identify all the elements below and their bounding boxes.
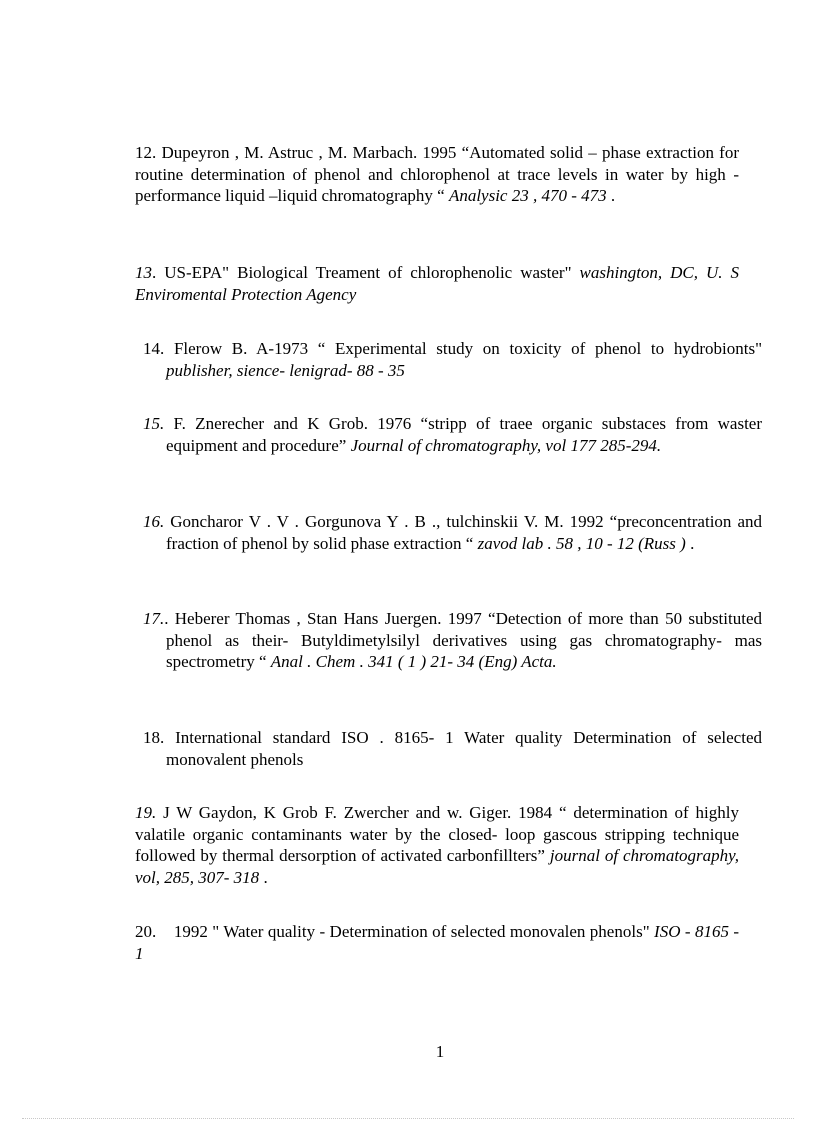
reference-19 xyxy=(135,802,739,888)
reference-text: Dupeyron , M. Astruc , M. Marbach. 1995 “Automated solid – phase extraction for routine determination of phenol and chlorophenol at trace levels in water by high - performance liquid –liquid chromatography “ xyxy=(135,143,740,205)
reference-text: F. Znerecher and K Grob. 1976 “stripp of traee organic substaces from waster equipment and procedure” xyxy=(166,414,763,455)
reference-number: 19. xyxy=(135,803,157,822)
reference-number: 14. xyxy=(143,339,165,358)
reference-lead: . xyxy=(164,609,169,628)
reference-source: Journal of chromatography, vol 177 285-294. xyxy=(350,435,662,455)
page-number: 1 xyxy=(435,1042,445,1061)
reference-tail: . xyxy=(263,867,268,887)
reference-20 xyxy=(135,921,739,964)
reference-source: ISO - 8165 - 1 xyxy=(135,922,740,963)
reference-text: Flerow B. A-1973 “ Experimental study on toxicity of phenol to hydrobionts" xyxy=(173,339,763,358)
reference-tail: . xyxy=(610,186,616,205)
reference-source: publisher, sience- lenigrad- 88 - 35 xyxy=(166,360,405,380)
reference-text: US-EPA" Biological Treament of chlorophenolic waster" xyxy=(164,263,572,282)
reference-12 xyxy=(135,142,739,207)
reference-text: 1992 " Water quality - Determination of selected monovalen phenols" xyxy=(173,922,650,941)
reference-number: 15. xyxy=(143,414,165,433)
reference-number: 12. xyxy=(135,143,157,162)
reference-15 xyxy=(143,413,762,456)
reference-source: washington, DC, U. S Enviromental Protection Agency xyxy=(135,263,740,304)
reference-text: Heberer Thomas , Stan Hans Juergen. 1997 “Detection of more than 50 substituted phenol as their- Butyldimetylsilyl derivatives using gas chromatography- mas spectrometry “ xyxy=(166,609,762,671)
reference-tail: . xyxy=(690,533,695,553)
reference-18 xyxy=(143,727,762,770)
reference-source: zavod lab . 58 , 10 - 12 (Russ ) xyxy=(477,533,686,553)
reference-number: 18. xyxy=(143,728,165,747)
reference-source: Anal . Chem . 341 ( 1 ) 21- 34 (Eng) Acta. xyxy=(270,652,557,671)
reference-source: Analysic 23 , 470 - 473 xyxy=(448,186,607,205)
footer-divider xyxy=(22,1118,794,1119)
reference-text: J W Gaydon, K Grob F. Zwercher and w. Giger. 1984 “ determination of highly valatile organic contaminants water by the closed- loop gascous stripping technique followed by thermal dersorption of activated carbonfillters” xyxy=(135,803,739,865)
reference-number: 16. xyxy=(143,512,165,531)
reference-text: International standard ISO . 8165- 1 Water quality Determination of selected monovalent phenols xyxy=(166,728,762,769)
reference-number: 20. xyxy=(135,922,157,941)
reference-text: Goncharor V . V . Gorgunova Y . B ., tulchinskii V. M. 1992 “preconcentration and fraction of phenol by solid phase extraction “ xyxy=(166,512,762,553)
reference-source: journal of chromatography, vol, 285, 307- 318 xyxy=(135,846,740,887)
reference-number: 13 xyxy=(135,263,152,282)
reference-14 xyxy=(143,338,762,381)
reference-16 xyxy=(143,511,762,554)
reference-lead: . xyxy=(152,263,157,282)
reference-17 xyxy=(143,608,762,673)
reference-number: 17. xyxy=(143,609,165,628)
reference-13 xyxy=(135,262,739,305)
